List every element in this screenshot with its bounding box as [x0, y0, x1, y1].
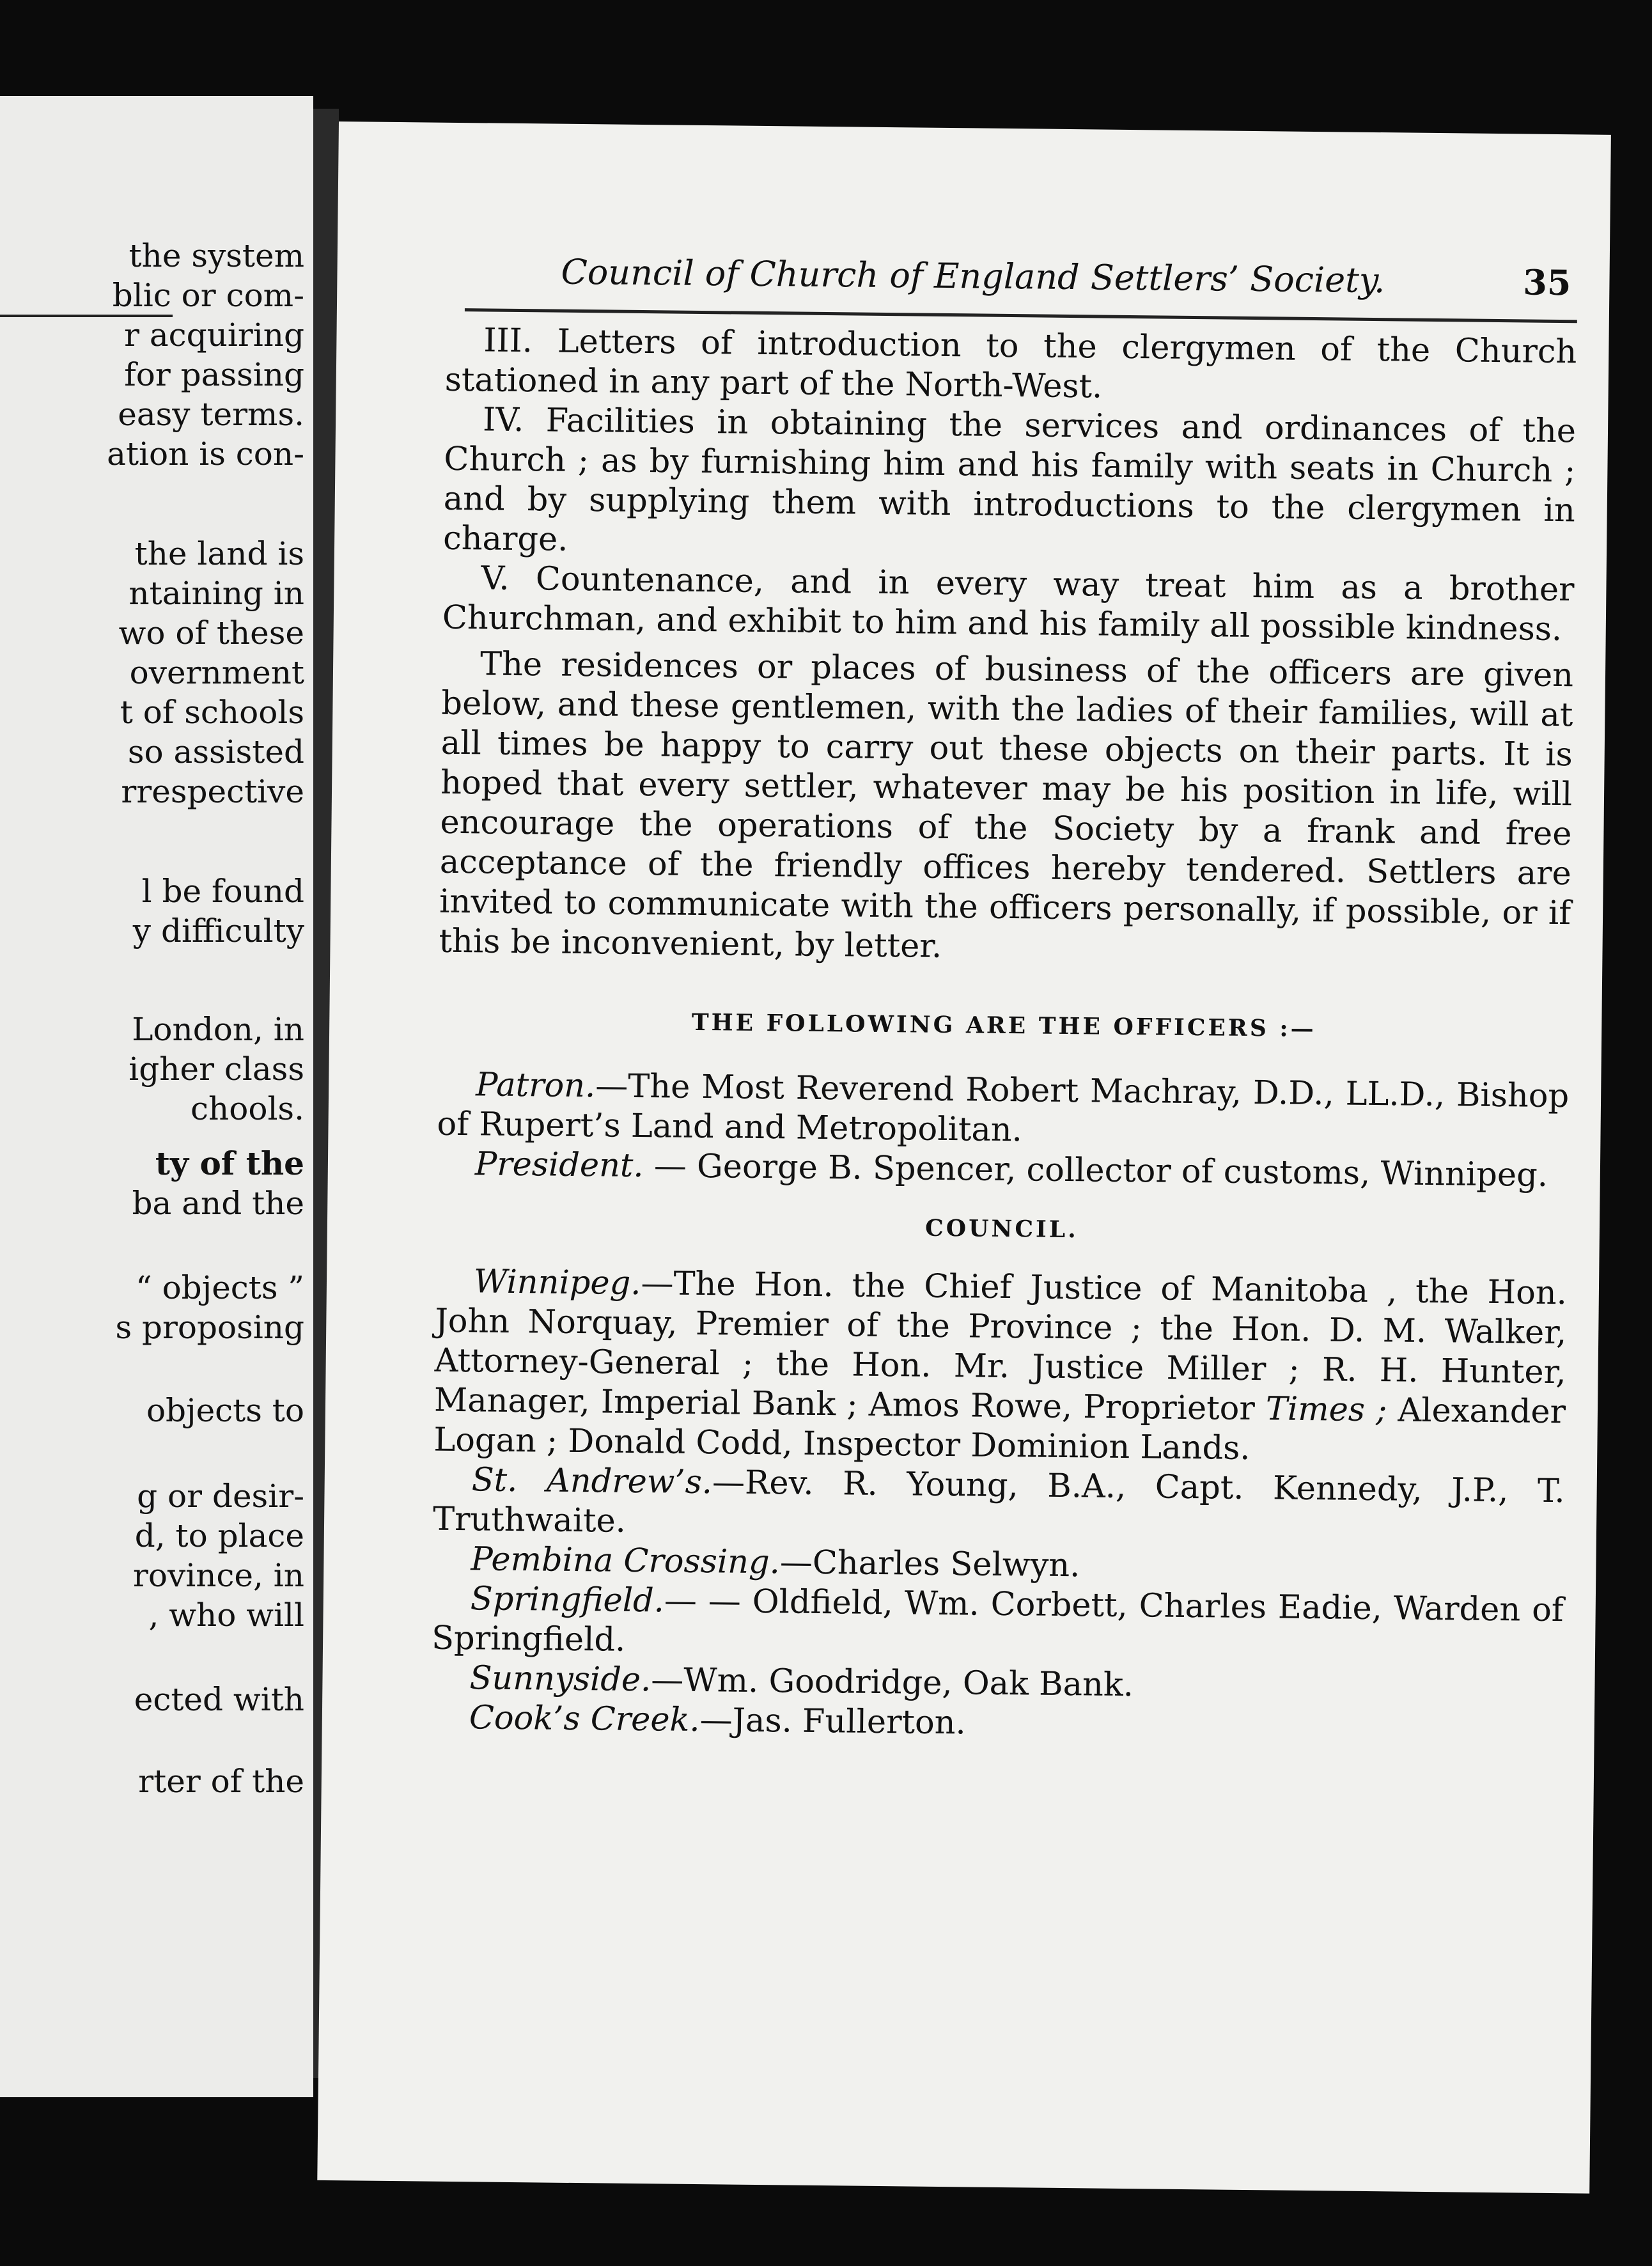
- paragraph-residences: The residences or places of business of the officers are given below, and these gentlemen, with the ladies of their families, will at all times be happy to carry out these objects on their parts. It is hoped that every settler, whatever may be his position in life, will encourage the operations of the Society by a frank and free acceptance of the friendly offices hereby tendered. Settlers are invited to communicate with the officers personally, if possible, or if this be inconvenient, by letter.: [439, 645, 1574, 965]
- left-page-line: y difficulty: [132, 912, 304, 949]
- running-head-rule: [465, 308, 1577, 323]
- left-page-line: for passing: [124, 356, 304, 393]
- council-text: —Wm. Goodridge, Oak Bank.: [651, 1661, 1134, 1705]
- council-entry-springfield: [432, 1579, 1564, 1671]
- left-page-line: the land is: [134, 535, 304, 572]
- council-label: Sunnyside.: [469, 1659, 651, 1700]
- left-page-line: rrespective: [121, 773, 304, 810]
- council-label: Pembina Crossing.: [471, 1540, 781, 1582]
- left-page-line: ty of the: [155, 1145, 304, 1182]
- left-page-line: rovince, in: [132, 1557, 304, 1594]
- council-text: —The Hon. the Chief Justice of Manitoba , the Hon. John Norquay, Premier of the Province ; the Hon. D. M. Walker, Attorney-General ; the Hon. Mr. Justice Miller ; R. H. Hunter, Manager, Imperial Bank ; Amos Rowe, Proprietor: [433, 1265, 1568, 1428]
- council-heading: COUNCIL.: [924, 1214, 1079, 1244]
- paragraph-facilities: IV. Facilities in obtaining the services and ordinances of the Church ; as by furnishing him and his family with seats in Church ; and by supplying them with introductions to the clergymen in charge.: [442, 401, 1577, 559]
- left-page-line: g or desir-: [137, 1478, 304, 1515]
- council-label: Cook’s Creek.: [469, 1699, 700, 1740]
- left-page-line: wo of these: [118, 614, 304, 652]
- council-label: Springfield.: [470, 1580, 665, 1620]
- patron-text: —The Most Reverend Robert Machray, D.D., LL.D., Bishop of Rupert’s Land and Metropolitan.: [437, 1067, 1570, 1150]
- council-text: —Rev. R. Young, B.A., Capt. Kennedy, J.P., T. Truthwaite.: [432, 1464, 1565, 1540]
- patron-entry: [437, 1065, 1569, 1157]
- left-page-line: d, to place: [134, 1517, 304, 1554]
- running-head-title: Council of Church of England Settlers’ Society.: [561, 251, 1385, 301]
- left-page-line: so assisted: [127, 733, 304, 770]
- president-label: President.: [474, 1145, 644, 1185]
- council-text: — — Oldfield, Wm. Corbett, Charles Eadie, Warden of Springfield.: [431, 1582, 1564, 1659]
- page-body: [431, 321, 1577, 1749]
- left-page-line: , who will: [148, 1597, 304, 1634]
- left-page-line: overnment: [129, 654, 304, 691]
- page-number: 35: [1522, 262, 1571, 304]
- left-page-line: l be found: [141, 873, 304, 910]
- left-page-line: s proposing: [115, 1309, 304, 1346]
- left-page-line: ected with: [134, 1681, 304, 1718]
- left-page-line: London, in: [132, 1011, 304, 1048]
- council-label: St. Andrew’s.: [471, 1461, 713, 1502]
- left-page-line: rter of the: [138, 1763, 304, 1800]
- right-page: [317, 121, 1611, 2194]
- left-page-line: ntaining in: [129, 575, 304, 612]
- left-page-line: ation is con-: [107, 435, 304, 473]
- paragraph-letters: III. Letters of introduction to the clergymen of the Church stationed in any part of the North-West.: [444, 322, 1577, 406]
- left-page-line: chools.: [191, 1090, 304, 1127]
- council-text: —Jas. Fullerton.: [699, 1701, 967, 1742]
- president-text: — George B. Spencer, collector of customs, Winnipeg.: [643, 1147, 1548, 1194]
- left-page-line: “ objects ”: [136, 1269, 304, 1306]
- council-italic-tail: Times ;: [1265, 1390, 1387, 1430]
- council-label: Winnipeg.: [473, 1263, 641, 1303]
- running-head: [561, 252, 1578, 303]
- left-page-line: blic or com-: [112, 277, 304, 314]
- council-entry-st-andrews: [433, 1460, 1565, 1552]
- council-text: —Charles Selwyn.: [779, 1543, 1080, 1585]
- left-page-line: ba and the: [132, 1185, 304, 1222]
- left-page-line: t of schools: [120, 694, 304, 731]
- council-tail: Alexander Logan ; Donald Codd, Inspector Dominion Lands.: [433, 1391, 1566, 1468]
- officers-heading: THE FOLLOWING ARE THE OFFICERS :—: [691, 1008, 1316, 1043]
- left-page-line: easy terms.: [118, 396, 304, 433]
- left-page-line: objects to: [146, 1392, 304, 1429]
- paragraph-countenance: V. Countenance, and in every way treat him as a brother Churchman, and exhibit to him and his family all possible kindness.: [442, 559, 1575, 649]
- patron-label: Patron.: [475, 1066, 596, 1106]
- left-page: [0, 96, 313, 2097]
- left-page-line: r acquiring: [124, 316, 304, 354]
- left-page-line: the system: [129, 237, 304, 274]
- council-entry-winnipeg: [433, 1262, 1567, 1473]
- left-page-line: igher class: [129, 1051, 304, 1088]
